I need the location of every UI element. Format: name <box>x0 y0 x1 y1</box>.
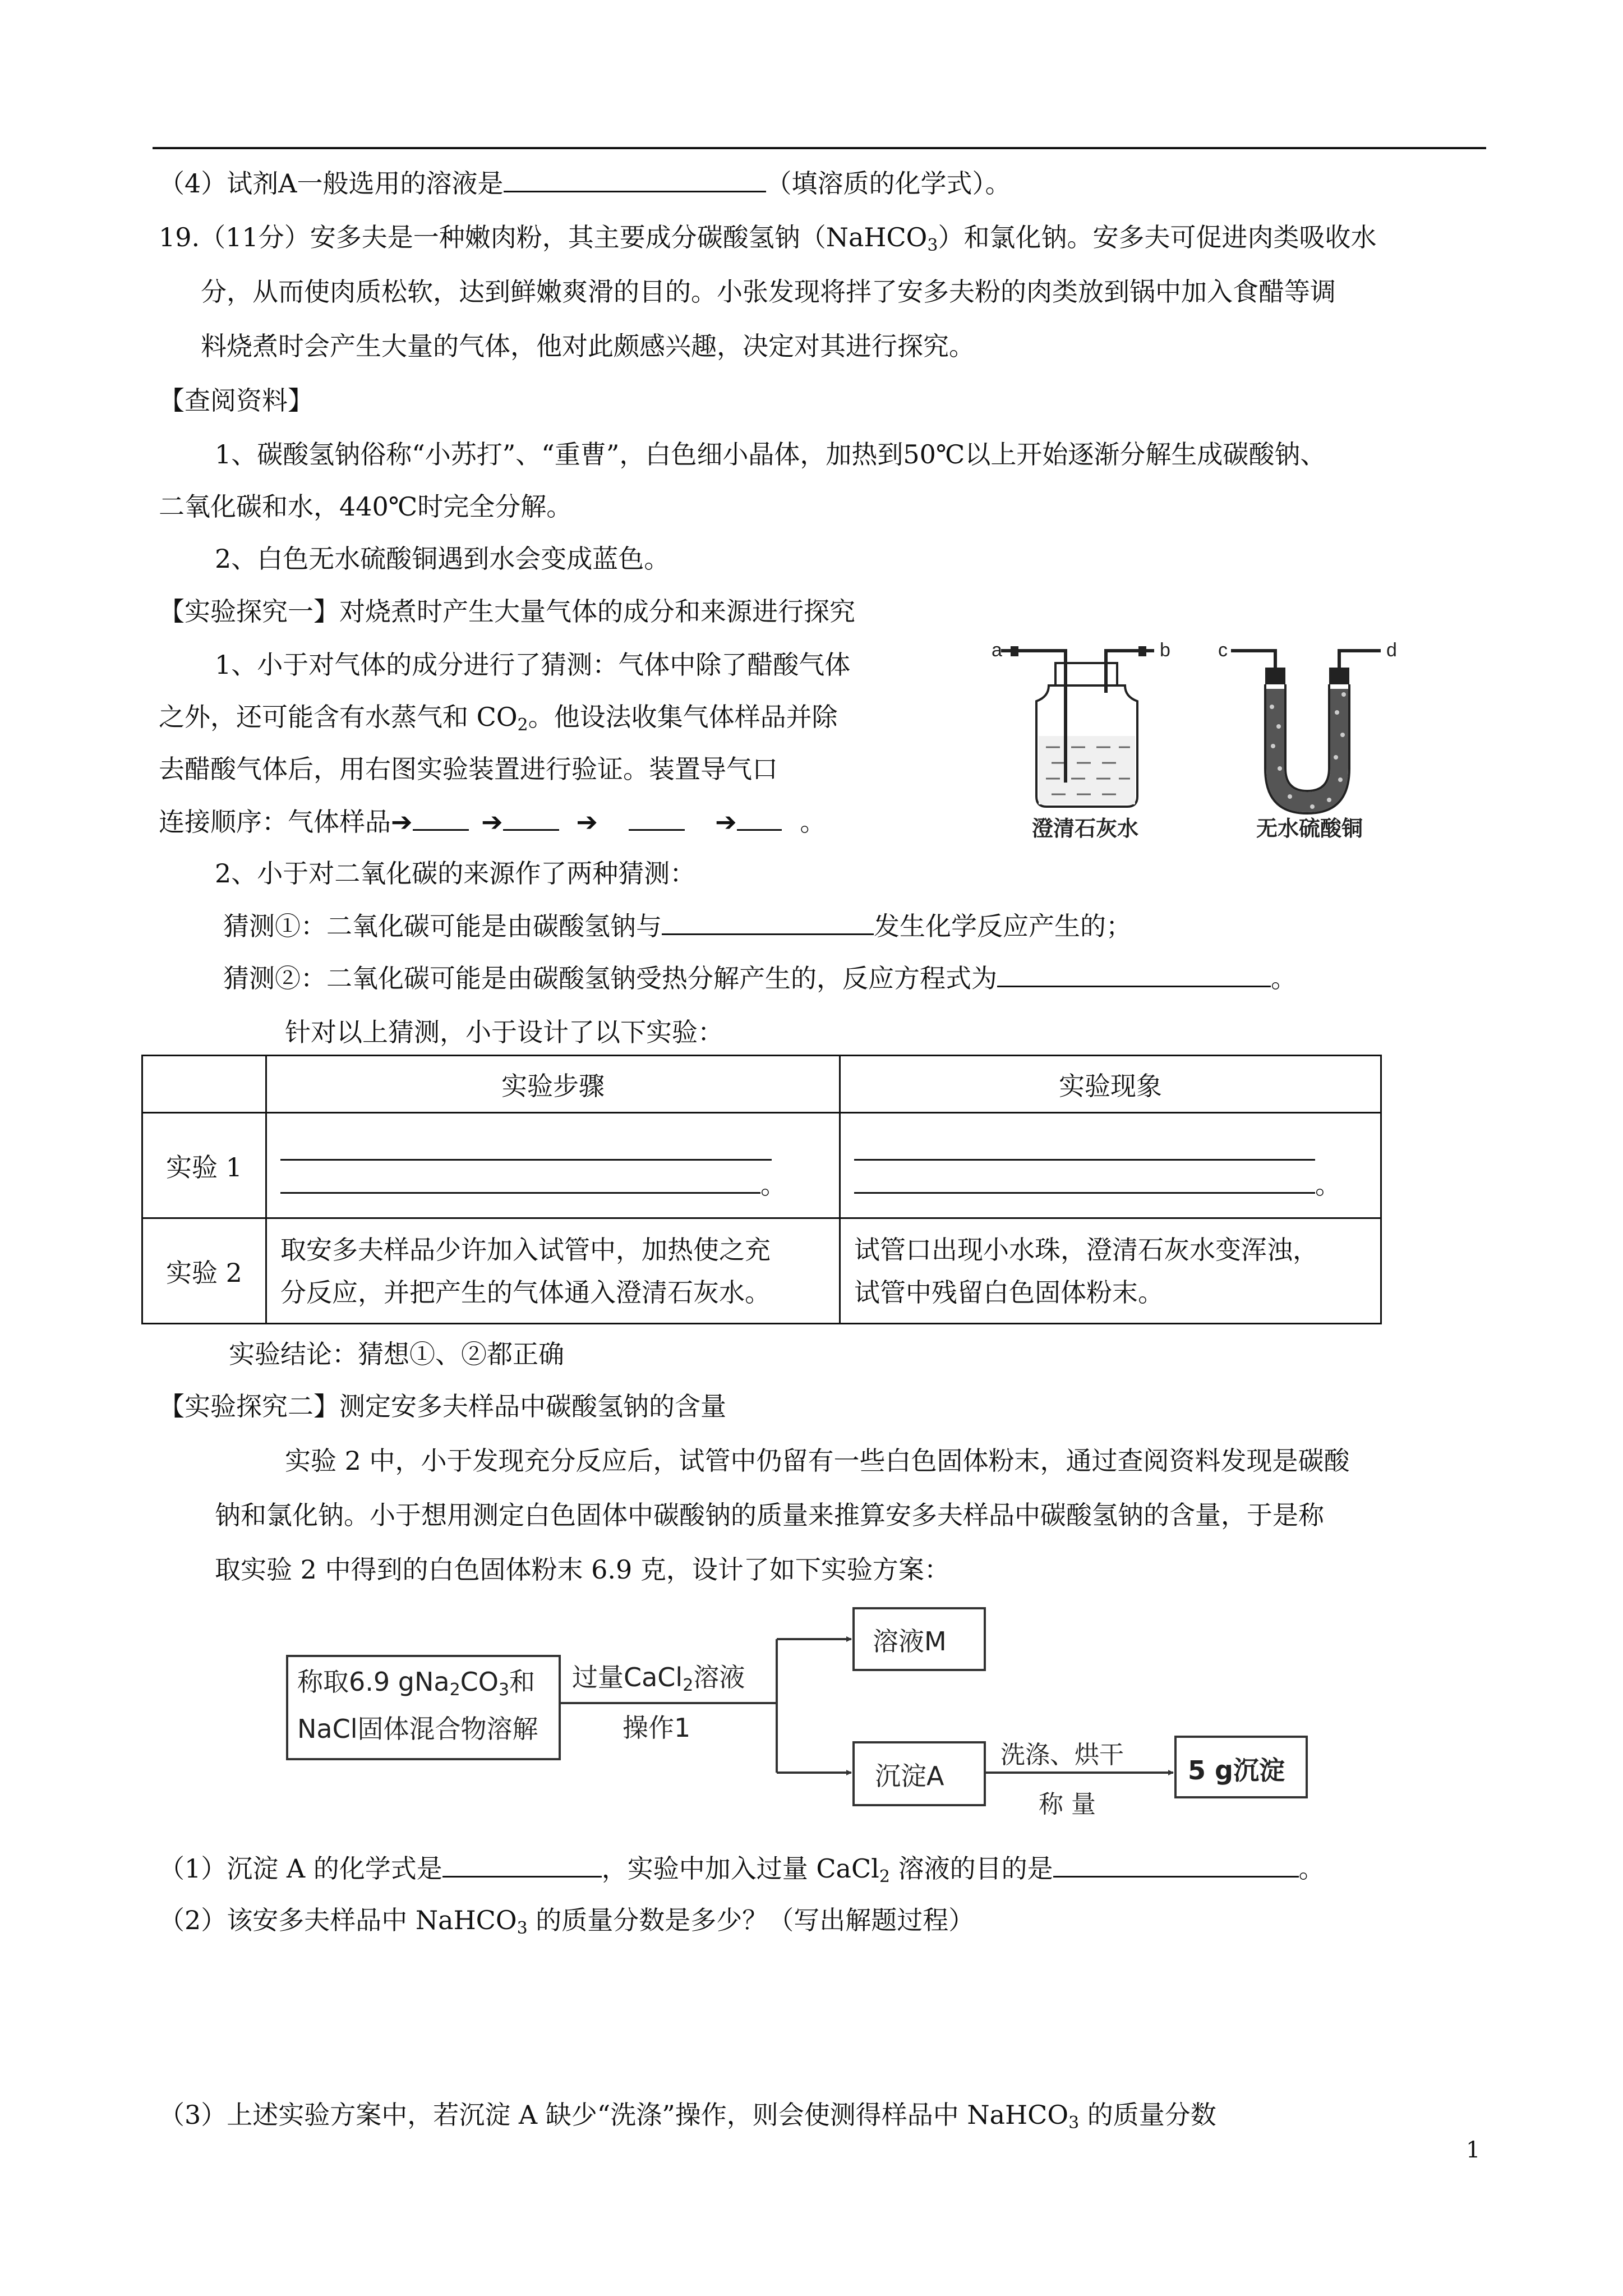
question-19-line2: 分，从而使肉质松软，达到鲜嫩爽滑的目的。小张发现将拌了安多夫粉的肉类放到锅中加入食醋等调 <box>201 277 1336 307</box>
question-19-line3: 料烧煮时会产生大量的气体，他对此颇感兴趣，决定对其进行探究。 <box>201 331 975 361</box>
arrow-1: ➔ <box>391 807 413 837</box>
guess-2: 猜测②：二氧化碳可能是由碳酸氢钠受热分解产生的，反应方程式为 。 <box>223 961 1297 995</box>
exp1-p1b: 之外，还可能含有水蒸气和 $CO_2$。他设法收集气体样品并除 <box>159 702 838 735</box>
exp1-p1c: 去醋酸气体后，用右图实验装置进行验证。装置导气口 <box>159 754 778 784</box>
ref-item1a: 1、碳酸氢钠俗称“小苏打”、“重曹”，白色细小晶体，加热到50℃以上开始逐渐分解生成碳酸钠、 <box>215 439 1326 470</box>
port-a-label: a <box>992 639 1002 661</box>
question-19-line1: 19.（11分）安多夫是一种嫩肉粉，其主要成分碳酸氢钠（NaHCO$_3$）和氯化钠。安多夫可促进肉类吸收水 <box>159 222 1377 255</box>
exp1-p2: 2、小于对二氧化碳的来源作了两种猜测： <box>215 858 696 889</box>
port-d-label: d <box>1386 639 1397 661</box>
design-intro: 针对以上猜测，小于设计了以下实验： <box>285 1017 723 1047</box>
row1-phen-cell: 。 <box>840 1113 1381 1218</box>
conclusion: 实验结论：猜想①、②都正确 <box>229 1339 564 1369</box>
exp2-p1: 实验 2 中，小于发现充分反应后，试管中仍留有一些白色固体粉末，通过查阅资料发现是碳酸 <box>285 1446 1350 1476</box>
header-phenomenon: 实验现象 <box>840 1056 1381 1113</box>
ref-item1b: 二氧化碳和水，440℃时完全分解。 <box>159 491 573 522</box>
exp2-p2: 钠和氯化钠。小于想用测定白色固体中碳酸钠的质量来推算安多夫样品中碳酸氢钠的含量，于是称 <box>215 1500 1324 1530</box>
question-1: （1）沉淀 A 的化学式是 ，实验中加入过量 CaCl$_2$ 溶液的目的是 。 <box>159 1851 1325 1894</box>
question-3: （3）上述实验方案中，若沉淀 A 缺少“洗涤”操作，则会使测得样品中 NaHCO$_3$ 的质量分数 <box>159 2100 1216 2133</box>
row1-label: 实验 1 <box>142 1113 266 1218</box>
question-2: （2）该安多夫样品中 NaHCO$_3$ 的质量分数是多少？（写出解题过程） <box>159 1905 975 1938</box>
q1-purpose-blank[interactable] <box>1053 1851 1299 1878</box>
q1-formula-blank[interactable] <box>442 1851 602 1878</box>
exp2-p3: 取实验 2 中得到的白色固体粉末 6.9 克，设计了如下实验方案： <box>215 1554 950 1585</box>
flow-weigh-label: 称 量 <box>1039 1790 1096 1819</box>
row1-step-cell: 。 <box>266 1113 840 1218</box>
ref-heading: 【查阅资料】 <box>159 385 313 416</box>
flow-op1-label: 操作1 <box>623 1713 691 1743</box>
row2-step-cell: 取安多夫样品少许加入试管中，加热使之充 分反应，并把产生的气体通入澄清石灰水。 <box>266 1218 840 1324</box>
flow-solution-label: 溶液M <box>873 1626 947 1657</box>
arrow-2: ➔ <box>481 807 503 837</box>
flow-start-line2: NaCl固体混合物溶解 <box>297 1714 538 1744</box>
row2-phen-cell: 试管口出现小水珠，澄清石灰水变浑浊， 试管中残留白色固体粉末。 <box>840 1218 1381 1324</box>
limewater-label: 澄清石灰水 <box>1032 816 1139 841</box>
flow-start-line1: 称取6.9 gNa2CO3和 <box>297 1667 536 1700</box>
arrow-4: ➔ <box>715 807 737 837</box>
exp2-heading: 【实验探究二】测定安多夫样品中碳酸氢钠的含量 <box>159 1391 726 1421</box>
guess-1: 猜测①：二氧化碳可能是由碳酸氢钠与 发生化学反应产生的； <box>223 909 1132 943</box>
cuso4-label: 无水硫酸铜 <box>1256 816 1363 841</box>
row2-label: 实验 2 <box>142 1218 266 1324</box>
exp1-heading: 【实验探究一】对烧煮时产生大量气体的成分和来源进行探究 <box>159 596 855 627</box>
flow-precip-label: 沉淀A <box>875 1761 944 1791</box>
page-number: 1 <box>1466 2137 1481 2163</box>
q4-prefix: （4）试剂A一般选用的溶液是 <box>159 168 504 199</box>
exp1-p1d: 连接顺序：气体样品➔ ➔ ➔ ➔ 。 <box>159 804 826 839</box>
flow-wash-label: 洗涤、烘干 <box>1000 1741 1124 1769</box>
exp1-p1a: 1、小于对气体的成分进行了猜测：气体中除了醋酸气体 <box>215 650 851 680</box>
port-c-label: c <box>1218 639 1228 661</box>
arrow-3: ➔ <box>576 807 598 837</box>
flow-reagent-label: 过量CaCl2溶液 <box>572 1662 745 1695</box>
q4-suffix: （填溶质的化学式）。 <box>766 168 1011 199</box>
ref-item2: 2、白色无水硫酸铜遇到水会变成蓝色。 <box>215 544 670 574</box>
header-step: 实验步骤 <box>266 1056 840 1113</box>
flow-result-label: 5 g沉淀 <box>1188 1755 1285 1786</box>
port-b-label: b <box>1160 639 1170 661</box>
